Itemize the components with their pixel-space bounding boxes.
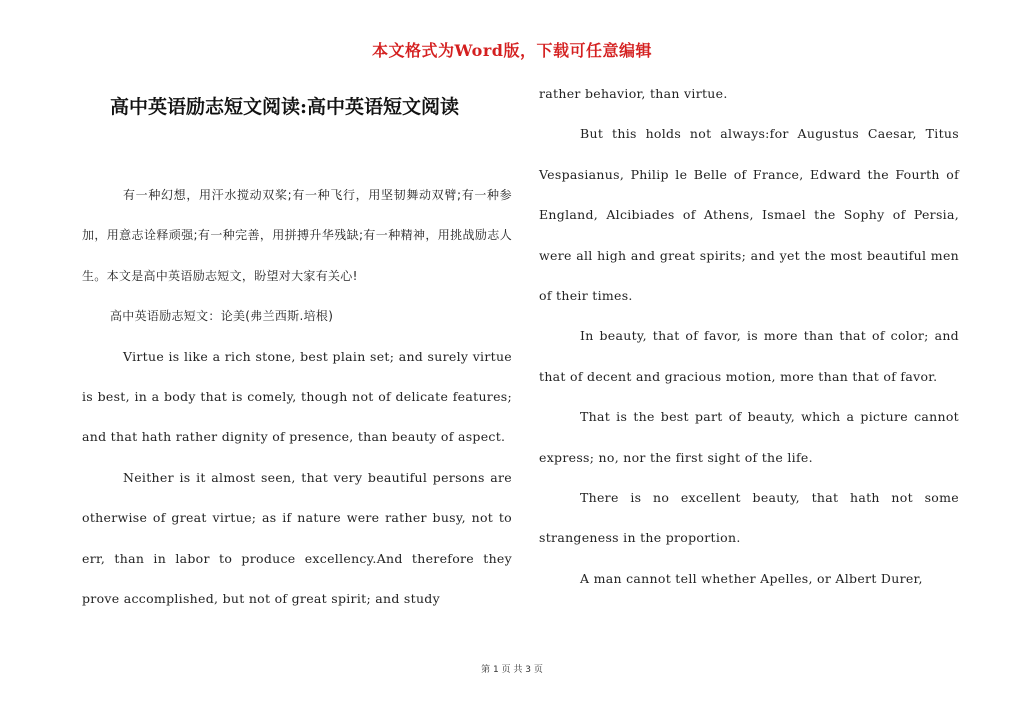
- download-banner: 本文格式为Word版，下载可任意编辑: [372, 41, 652, 60]
- paragraph: In beauty, that of favor, is more than that of color; and that of decent and gracious motion, more than that of favor.: [539, 328, 959, 384]
- paragraph: But this holds not always:for Augustus Caesar, Titus Vespasianus, Philip le Belle of France, Edward the Fourth of England, Alcibiades of Athens, Ismael the Sophy of Persia, were all high and great spirits; and yet the most beautiful men of their times.: [539, 126, 959, 304]
- paragraph: A man cannot tell whether Apelles, or Albert Durer,: [580, 570, 923, 586]
- paragraph: That is the best part of beauty, which a picture cannot express; no, nor the first sight of the life.: [539, 409, 959, 465]
- paragraph: Virtue is like a rich stone, best plain set; and surely virtue is best, in a body that is comely, though not of delicate features; and that hath rather dignity of presence, than beauty of aspect.: [82, 348, 512, 445]
- essay-subheading: 高中英语励志短文：论美(弗兰西斯.培根): [110, 309, 334, 324]
- intro-paragraph: 有一种幻想，用汗水搅动双桨;有一种飞行，用坚韧舞动双臂;有一种参加，用意志诠释顽强;有一种完善，用拼搏升华残缺;有一种精神，用挑战励志人生。本文是高中英语励志短文，盼望对大家有关心!: [82, 188, 512, 283]
- paragraph: There is no excellent beauty, that hath not some strangeness in the proportion.: [539, 490, 959, 546]
- document-title: 高中英语励志短文阅读:高中英语短文阅读: [110, 96, 460, 118]
- paragraph: Neither is it almost seen, that very beautiful persons are otherwise of great virtue; as if nature were rather busy, not to err, than in labor to produce excellency.And therefore they prove accomplished, but not of great spirit; and study: [82, 469, 512, 607]
- right-column: [539, 74, 959, 599]
- left-column: [82, 175, 512, 619]
- page-number: 第 1 页 共 3 页: [481, 665, 543, 675]
- paragraph-continuation: rather behavior, than virtue.: [539, 86, 728, 101]
